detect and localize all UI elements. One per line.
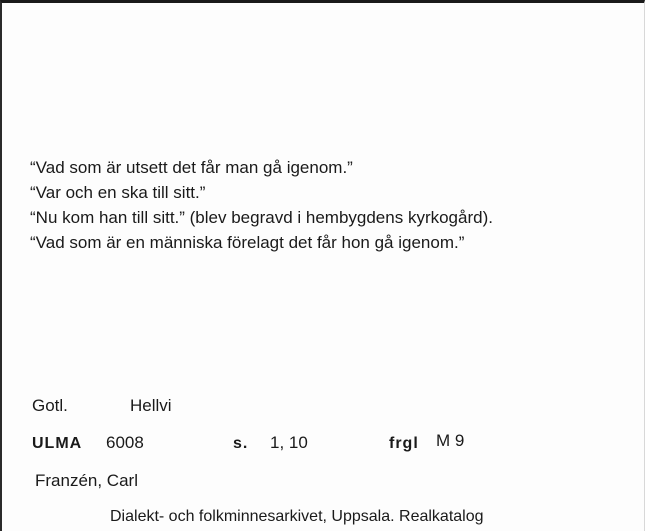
province-label: Gotl. [32, 396, 68, 415]
quotes-block [30, 155, 493, 255]
quote-line: “Vad som är utsett det får man gå igenom.” [30, 158, 353, 177]
questionnaire-value: M 9 [436, 431, 465, 450]
quote-line: “Nu kom han till sitt.” (blev begravd i hembygdens kyrkogård). [30, 208, 493, 227]
quote-line: “Vad som är en människa förelagt det får hon gå igenom.” [30, 233, 465, 252]
quote-line: “Var och en ska till sitt.” [30, 183, 206, 202]
recorder-name: Franzén, Carl [35, 471, 138, 490]
page-value: 1, 10 [270, 433, 308, 452]
footer-text: Dialekt- och folkminnesarkivet, Uppsala. Realkatalog [110, 508, 484, 525]
archive-label: ULMA [32, 435, 83, 452]
archive-number: 6008 [106, 433, 144, 452]
page-label: s. [233, 435, 249, 452]
parish-label: Hellvi [130, 396, 172, 415]
questionnaire-label: frgl [389, 435, 419, 452]
